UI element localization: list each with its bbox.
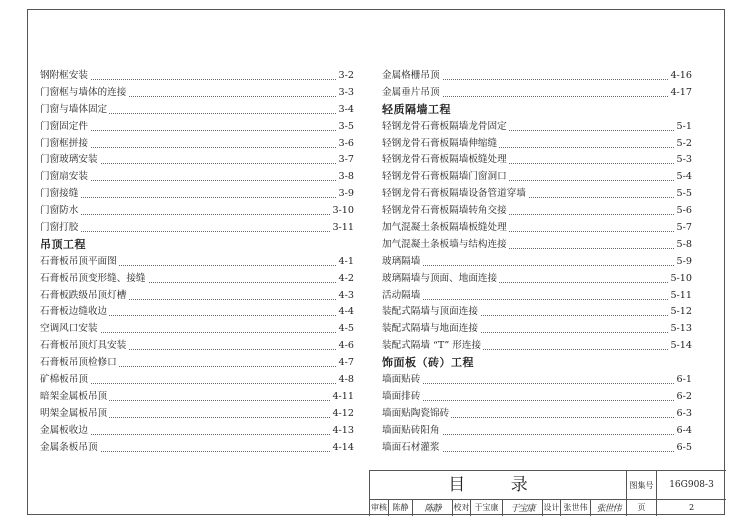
toc-entry (382, 68, 692, 85)
toc-entry-title: 门窗打胶 (40, 222, 79, 234)
toc-entry-title: 墙面贴砖阳角 (382, 424, 440, 436)
toc-entry (40, 220, 354, 237)
atlas-number-label: 图集号 (626, 471, 656, 499)
check-label: 校对 (452, 499, 470, 516)
toc-entry-title: 石膏板吊顶灯具安装 (40, 340, 127, 352)
toc-right-column (382, 68, 692, 456)
toc-entry-page: 3-5 (337, 119, 354, 136)
toc-entry-title: 墙面排砖 (382, 390, 421, 402)
toc-entry-title: 钢附框安装 (40, 70, 88, 81)
toc-entry-title: 门窗与墙体固定 (40, 103, 108, 115)
toc-entry-title: 装配式隔墙 “T” 形连接 (382, 340, 482, 352)
toc-entry-page: 5-10 (668, 271, 692, 288)
toc-entry-title: 门窗扇安装 (40, 171, 88, 183)
toc-entry-title: 加气混凝土条板隔墙板缝处理 (382, 222, 507, 234)
toc-entry-page: 3-8 (337, 169, 354, 186)
toc-entry (40, 355, 354, 372)
toc-entry-page: 6-4 (675, 423, 692, 440)
toc-entry-page: 5-1 (675, 119, 692, 136)
review-label: 审核 (371, 503, 387, 512)
toc-entry-title: 门窗框与墙体的连接 (40, 86, 127, 98)
toc-entry-title: 门窗接缝 (40, 188, 79, 200)
toc-entry-title: 玻璃隔墙 (382, 255, 421, 267)
toc-entry-title: 轻钢龙骨石膏板隔墙板缝处理 (382, 154, 507, 166)
toc-entry-title: 装配式隔墙与地面连接 (382, 323, 478, 335)
toc-entry (40, 338, 354, 355)
section-heading: 吊顶工程 (40, 237, 86, 251)
toc-entry-title: 墙面贴陶瓷锦砖 (382, 407, 450, 419)
toc-entry (382, 152, 692, 169)
toc-entry (382, 372, 692, 389)
toc-entry-page: 3-10 (330, 203, 354, 220)
toc-entry (40, 136, 354, 153)
toc-entry (40, 119, 354, 136)
toc-entry-title: 石膏板跌级吊顶灯槽 (40, 289, 127, 301)
reviewer-name: 陈静 (388, 499, 412, 516)
toc-entry-page: 4-12 (330, 406, 354, 423)
toc-entry-page: 5-7 (675, 220, 692, 237)
toc-entry (382, 169, 692, 186)
toc-entry-page: 6-3 (675, 406, 692, 423)
toc-entry (382, 254, 692, 271)
toc-entry-page: 5-4 (675, 169, 692, 186)
toc-entry-page: 5-13 (668, 321, 692, 338)
toc-entry-page: 6-5 (675, 440, 692, 457)
toc-entry (382, 389, 692, 406)
toc-entry (40, 186, 354, 203)
toc-entry-page: 5-6 (675, 203, 692, 220)
toc-entry (382, 423, 692, 440)
toc-entry-page: 4-8 (337, 372, 354, 389)
toc-entry (382, 440, 692, 457)
reviewer-signature: 陈静 (412, 499, 452, 516)
checker-name: 于宝康 (470, 499, 502, 516)
toc-entry (382, 237, 692, 254)
toc-entry-page: 4-6 (337, 338, 354, 355)
toc-entry-title: 玻璃隔墙与顶面、地面连接 (382, 272, 498, 284)
toc-entry-title: 矿棉板吊顶 (40, 374, 88, 386)
toc-entry (40, 440, 354, 457)
toc-entry (40, 85, 354, 102)
toc-entry-page: 5-12 (668, 304, 692, 321)
toc-entry-title: 石膏板边缝收边 (40, 306, 108, 318)
toc-entry-title: 金属垂片吊顶 (382, 86, 440, 98)
toc-entry (382, 288, 692, 305)
toc-entry-page: 5-3 (675, 152, 692, 169)
toc-entry-page: 5-14 (668, 338, 692, 355)
toc-entry (382, 119, 692, 136)
toc-entry-title: 墙面贴砖 (382, 374, 421, 386)
toc-entry (40, 102, 354, 119)
toc-entry-page: 4-17 (668, 85, 692, 102)
toc-entry (382, 321, 692, 338)
toc-entry-title: 活动隔墙 (382, 289, 421, 301)
toc-entry-title: 门窗玻璃安装 (40, 154, 98, 166)
toc-entry-title: 门窗固定件 (40, 120, 88, 132)
toc-entry-page: 4-5 (337, 321, 354, 338)
toc-entry (382, 406, 692, 423)
toc-entry (40, 406, 354, 423)
toc-entry-title: 门窗框拼接 (40, 137, 88, 149)
toc-entry-title: 门窗防水 (40, 205, 79, 217)
toc-entry (40, 254, 354, 271)
toc-entry-page: 6-1 (675, 372, 692, 389)
toc-entry-title: 金属格栅吊顶 (382, 70, 440, 81)
toc-entry (40, 203, 354, 220)
toc-entry-page: 4-3 (337, 288, 354, 305)
toc-entry (40, 423, 354, 440)
toc-entry-page: 3-2 (337, 68, 354, 85)
toc-entry-page: 4-2 (337, 271, 354, 288)
toc-entry-page: 3-7 (337, 152, 354, 169)
toc-entry-title: 轻钢龙骨石膏板隔墙门窗洞口 (382, 171, 507, 183)
toc-entry (40, 271, 354, 288)
toc-entry-title: 装配式隔墙与顶面连接 (382, 306, 478, 318)
toc-entry-title: 明架金属板吊顶 (40, 407, 108, 419)
toc-entry (40, 389, 354, 406)
toc-entry (382, 304, 692, 321)
toc-entry-title: 金属条板吊顶 (40, 441, 98, 453)
toc-entry-page: 3-4 (337, 102, 354, 119)
designer-name: 张世伟 (560, 499, 590, 516)
toc-entry-title: 轻钢龙骨石膏板隔墙伸缩缝 (382, 137, 498, 149)
section-heading: 轻质隔墙工程 (382, 102, 451, 116)
toc-entry-page: 5-2 (675, 136, 692, 153)
page-label: 页 (626, 499, 656, 516)
toc-entry (40, 288, 354, 305)
document-title: 目 录 (448, 475, 548, 495)
toc-entry-page: 4-7 (337, 355, 354, 372)
page-number: 2 (656, 499, 726, 516)
toc-entry-title: 石膏板吊顶平面图 (40, 255, 117, 267)
toc-entry-page: 4-11 (330, 389, 354, 406)
title-block (369, 470, 726, 516)
toc-entry (40, 372, 354, 389)
toc-entry-title: 轻钢龙骨石膏板隔墙龙骨固定 (382, 120, 507, 132)
design-label: 设计 (542, 499, 560, 516)
toc-entry (382, 136, 692, 153)
section-heading: 饰面板（砖）工程 (382, 356, 474, 370)
atlas-number: 16G908-3 (656, 471, 726, 499)
toc-entry-page: 4-16 (668, 68, 692, 85)
toc-entry-page: 3-9 (337, 186, 354, 203)
toc-entry-title: 石膏板吊顶检修口 (40, 357, 117, 369)
toc-entry (382, 85, 692, 102)
checker-signature: 于宝康 (502, 499, 542, 516)
toc-entry-page: 3-11 (330, 220, 354, 237)
toc-entry (40, 304, 354, 321)
designer-signature: 张世伟 (590, 499, 626, 516)
toc-entry-title: 空调风口安装 (40, 323, 98, 335)
toc-entry-page: 4-14 (330, 440, 354, 457)
toc-entry (382, 271, 692, 288)
toc-entry-title: 加气混凝土条板墙与结构连接 (382, 238, 507, 250)
toc-entry-page: 3-6 (337, 136, 354, 153)
toc-entry-page: 4-13 (330, 423, 354, 440)
toc-entry-page: 6-2 (675, 389, 692, 406)
toc-entry-title: 墙面石材灌浆 (382, 441, 440, 453)
toc-entry-title: 暗架金属板吊顶 (40, 390, 108, 402)
toc-entry-title: 石膏板吊顶变形缝、接缝 (40, 272, 146, 284)
toc-left-column (40, 68, 354, 456)
toc-entry-page: 5-11 (668, 288, 692, 305)
toc-entry-title: 金属板收边 (40, 424, 88, 436)
toc-entry (382, 338, 692, 355)
toc-entry-page: 3-3 (337, 85, 354, 102)
toc-entry (382, 186, 692, 203)
toc-entry-title: 轻钢龙骨石膏板隔墙转角交接 (382, 205, 507, 217)
toc-entry (40, 68, 354, 85)
toc-entry (382, 220, 692, 237)
toc-entry (40, 152, 354, 169)
toc-entry-page: 4-4 (337, 304, 354, 321)
toc-entry (382, 203, 692, 220)
toc-entry-page: 5-9 (675, 254, 692, 271)
toc-entry (40, 321, 354, 338)
toc-entry-page: 5-5 (675, 186, 692, 203)
toc-entry-title: 轻钢龙骨石膏板隔墙设备管道穿墙 (382, 188, 526, 200)
toc-entry (40, 169, 354, 186)
toc-entry-page: 5-8 (675, 237, 692, 254)
toc-entry-page: 4-1 (337, 254, 354, 271)
